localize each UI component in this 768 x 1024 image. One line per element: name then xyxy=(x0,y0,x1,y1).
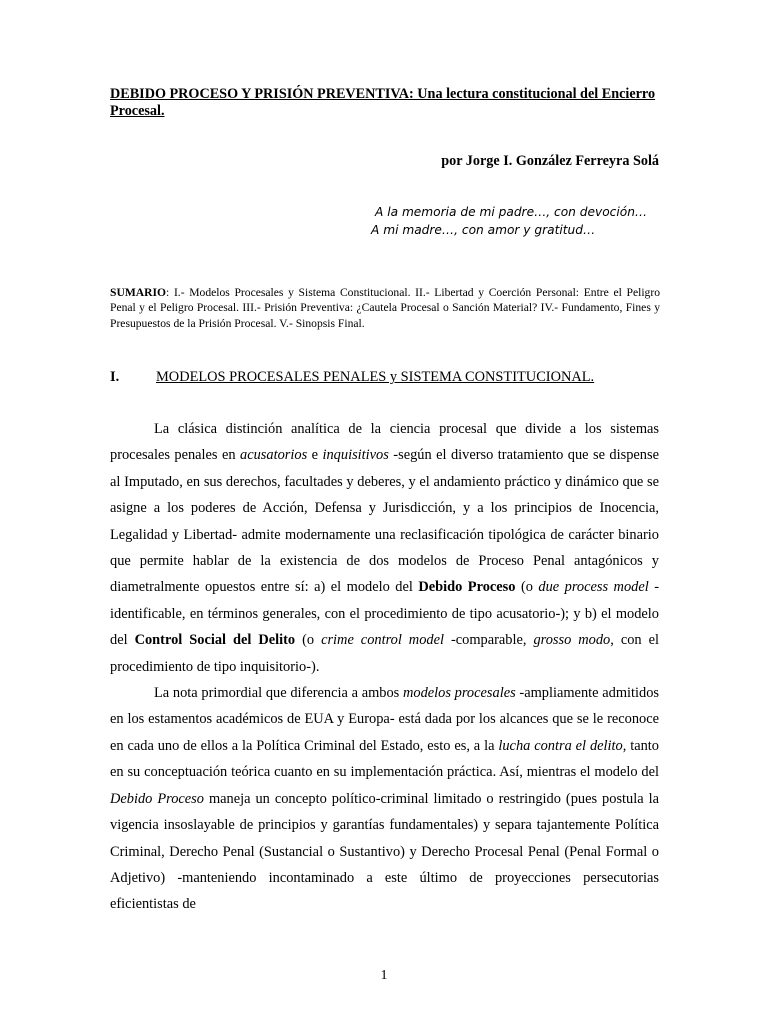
text-run-italic: lucha contra el delito xyxy=(498,737,623,754)
summary-label: SUMARIO xyxy=(110,286,167,299)
paragraph-2 xyxy=(110,680,659,918)
dedication xyxy=(371,203,671,239)
page-number: 1 xyxy=(380,968,388,983)
text-run-italic: inquisitivos xyxy=(322,447,389,464)
dedication-line-father: A la memoria de mi padre…, con devoción… xyxy=(375,205,648,219)
summary-text: : I.- Modelos Procesales y Sistema Constitucional. II.- Libertad y Coerción Personal: Entre el Peligro Penal y el Peligro Procesal. III.- Prisión Preventiva: ¿Cautela Procesal o Sanción Material? IV.- Fundamento, Fines y Presupuestos de la Prisión Procesal. V.- Sinopsis Final. xyxy=(110,286,660,330)
document-title: DEBIDO PROCESO Y PRISIÓN PREVENTIVA: Una lectura constitucional del Encierro Procesal. xyxy=(110,86,656,119)
text-run: La nota primordial que diferencia a ambos xyxy=(154,685,403,702)
text-run-italic: acusatorios xyxy=(240,447,308,464)
section-title: MODELOS PROCESALES PENALES y SISTEMA CONSTITUCIONAL. xyxy=(156,369,595,385)
text-run-italic: modelos procesales xyxy=(402,685,516,702)
text-run: (o xyxy=(295,632,322,649)
text-run: (o xyxy=(515,579,539,596)
section-heading xyxy=(110,369,660,386)
text-run: maneja un concepto político-criminal limitado o restringido (pues postula la vigencia insoslayable de principios y garantías fundamentales) y separa tajantemente Política Criminal, Derecho Penal (Sustancial o Sustantivo) y Derecho Procesal Penal (Penal Formal o Adjetivo) -manteniendo incontaminado a este último de proyecciones persecutorias eficientistas de xyxy=(110,790,659,913)
text-run-bold: Control Social del Delito xyxy=(134,632,296,649)
summary-block xyxy=(110,285,660,331)
text-run-italic: crime control model xyxy=(321,632,444,649)
text-run: La clásica distinción analítica de la ciencia procesal que divide a los sistemas procesales penales en xyxy=(110,421,659,464)
text-run: -ampliamente admitidos en los estamentos académicos de EUA y Europa- está dada por los alcances que se le reconoce en cada uno de ellos a la Política Criminal del Estado, esto es, a la xyxy=(110,685,659,754)
section-number: I. xyxy=(110,369,120,385)
text-run-bold: Debido Proceso xyxy=(418,579,516,596)
text-run-italic: due process model xyxy=(538,579,649,596)
text-run: -según el diverso tratamiento que se dispense al Imputado, en sus derechos, facultades y deberes, y el andamiento práctico y dinámico que se asigne a los poderes de Acción, Defensa y Jurisdicción, y a los principios de Inocencia, Legalidad y Libertad- admite modernamente una reclasificación tipológica de carácter binario que permite hablar de la existencia de dos modelos de Proceso Penal antagónicos y diametralmente opuestos entre sí: a) el modelo del xyxy=(110,447,659,596)
paragraph-1 xyxy=(110,416,659,680)
text-run-italic: Debido Proceso xyxy=(110,790,204,807)
author-line: por Jorge I. González Ferreyra Solá xyxy=(441,153,659,169)
text-run: -comparable, xyxy=(443,632,534,649)
text-run: e xyxy=(307,447,323,464)
body-text xyxy=(110,416,659,918)
text-run: , tanto en su conceptuación teórica cuanto en su implementación práctica. Así, mientras el modelo del xyxy=(110,737,659,781)
text-run-italic: grosso modo xyxy=(533,632,611,649)
dedication-line-mother: A mi madre…, con amor y gratitud… xyxy=(371,223,596,237)
text-run: -identificable, en términos generales, con el procedimiento de tipo acusatorio-); y b) el modelo del xyxy=(110,579,659,649)
text-run: , con el procedimiento de tipo inquisitorio-). xyxy=(110,632,659,675)
